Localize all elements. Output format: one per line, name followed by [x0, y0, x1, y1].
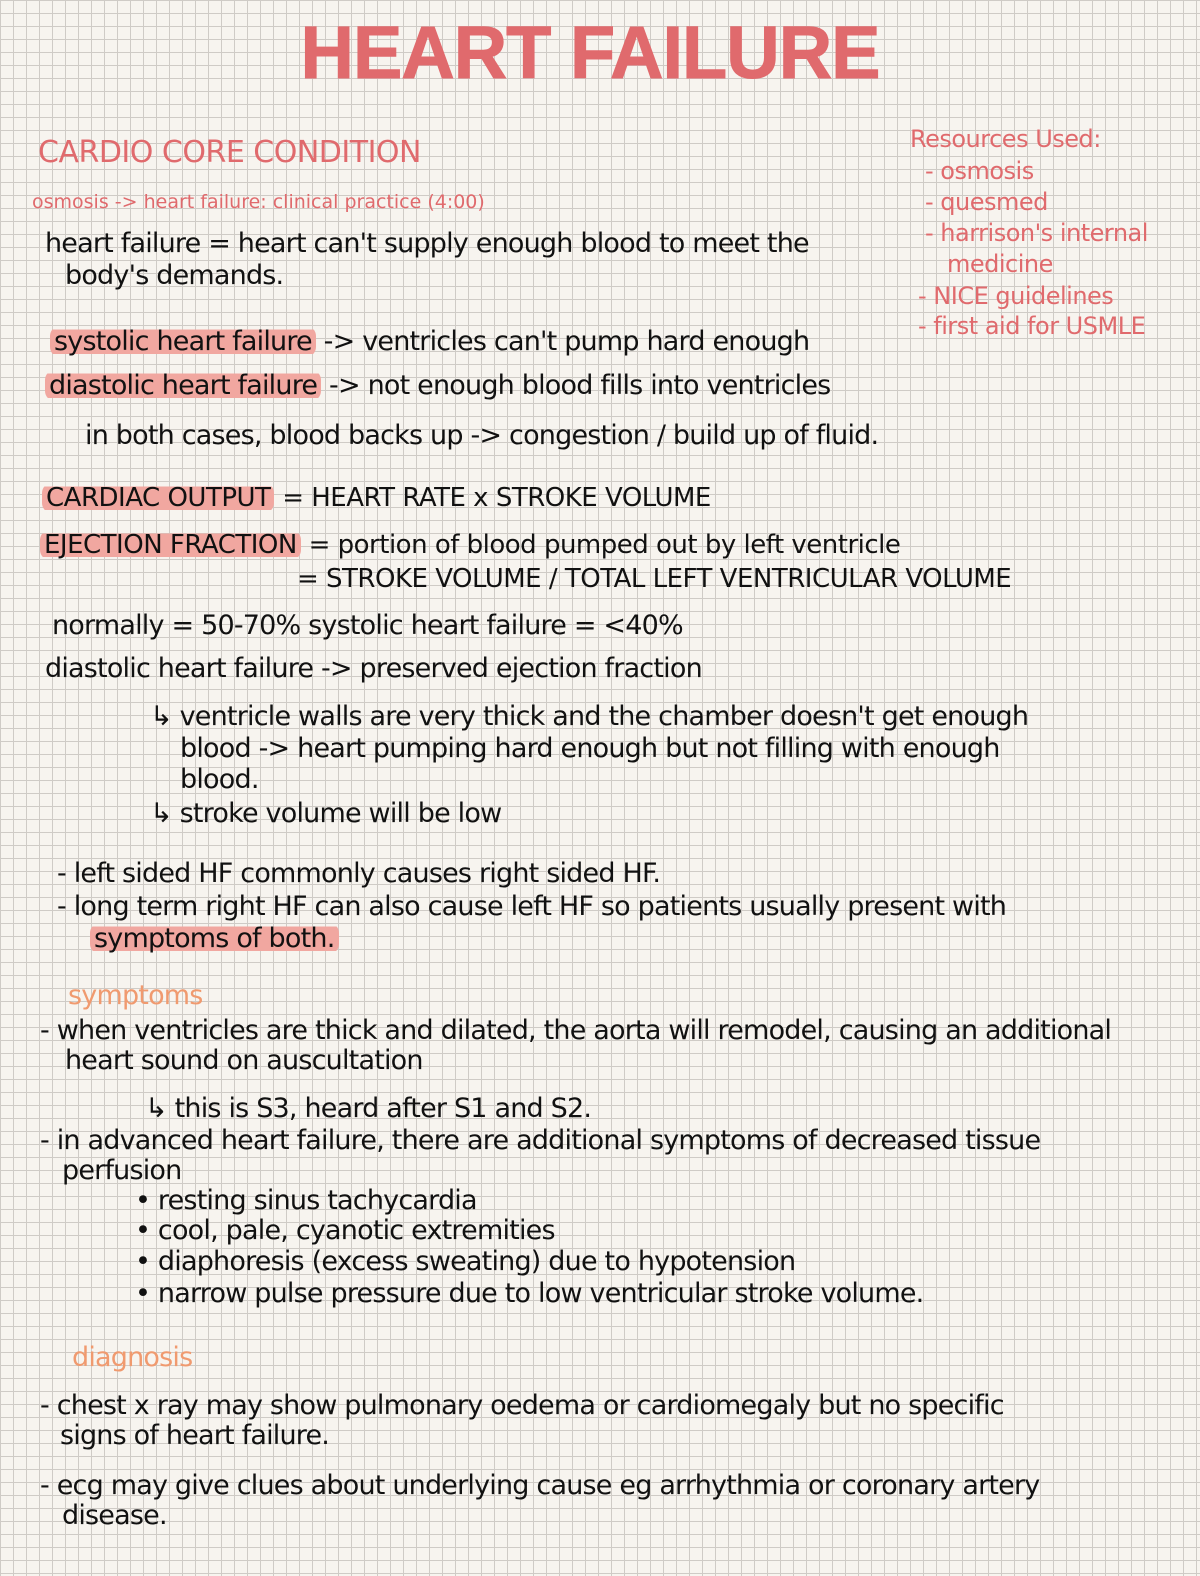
diastolic-line [45, 370, 830, 401]
systolic-text: -> ventricles can't pump hard enough [323, 326, 810, 357]
source-note: osmosis -> heart failure: clinical practice (4:00) [32, 191, 485, 213]
ejection-fraction-term: EJECTION FRACTION [40, 530, 301, 560]
sub-point: blood. [180, 764, 259, 795]
cardiac-output-text: = HEART RATE x STROKE VOLUME [282, 483, 711, 513]
sub-point: ↳ stroke volume will be low [150, 798, 502, 829]
ejection-fraction-formula: = STROKE VOLUME / TOTAL LEFT VENTRICULAR VOLUME [297, 564, 1012, 594]
definition-line: body's demands. [65, 260, 284, 291]
resource-item: - NICE guidelines [918, 282, 1114, 310]
diagnosis-line: signs of heart failure. [60, 1420, 330, 1451]
diastolic-pef-line: diastolic heart failure -> preserved ejection fraction [45, 653, 702, 684]
ejection-fraction-text: = portion of blood pumped out by left ventricle [308, 530, 901, 560]
resource-item: - first aid for USMLE [918, 312, 1146, 340]
symptom-bullet: • resting sinus tachycardia [135, 1185, 477, 1216]
normal-values-line: normally = 50-70% systolic heart failure = <40% [52, 610, 683, 641]
diastolic-text: -> not enough blood fills into ventricles [329, 370, 831, 401]
sided-line-highlight [90, 923, 339, 954]
resource-item: - quesmed [925, 188, 1048, 216]
symptoms-heading: symptoms [68, 980, 203, 1011]
definition-line: heart failure = heart can't supply enough blood to meet the [45, 228, 809, 259]
symptom-line: heart sound on auscultation [65, 1045, 423, 1076]
diastolic-term: diastolic heart failure [45, 370, 321, 401]
page-title: HEART FAILURE [300, 11, 880, 94]
sub-point: blood -> heart pumping hard enough but not filling with enough [180, 733, 1000, 764]
diagnosis-line: - chest x ray may show pulmonary oedema or cardiomegaly but no specific [40, 1390, 1004, 1421]
diagnosis-line: disease. [62, 1500, 167, 1531]
cardiac-output-term: CARDIAC OUTPUT [42, 483, 274, 513]
resource-item: medicine [947, 250, 1053, 278]
resource-item: - harrison's internal [925, 219, 1148, 247]
ejection-fraction-line [40, 530, 900, 560]
symptom-line: ↳ this is S3, heard after S1 and S2. [145, 1093, 592, 1124]
symptoms-of-both: symptoms of both. [90, 923, 339, 954]
systolic-term: systolic heart failure [50, 326, 316, 357]
sided-line: - long term right HF can also cause left HF so patients usually present with [57, 891, 1007, 922]
diagnosis-heading: diagnosis [72, 1342, 193, 1373]
symptom-bullet: • cool, pale, cyanotic extremities [135, 1215, 555, 1246]
cardiac-output-line [42, 483, 711, 513]
symptom-line: - in advanced heart failure, there are additional symptoms of decreased tissue [40, 1125, 1041, 1156]
resources-heading: Resources Used: [910, 125, 1101, 153]
symptom-bullet: • narrow pulse pressure due to low ventricular stroke volume. [135, 1278, 924, 1309]
systolic-line [50, 326, 809, 357]
subtitle: CARDIO CORE CONDITION [38, 135, 421, 170]
symptom-line: - when ventricles are thick and dilated, the aorta will remodel, causing an additional [40, 1015, 1112, 1046]
diagnosis-line: - ecg may give clues about underlying cause eg arrhythmia or coronary artery [40, 1470, 1040, 1501]
sided-line: - left sided HF commonly causes right sided HF. [57, 858, 661, 889]
symptom-line: perfusion [62, 1155, 182, 1186]
both-cases-line: in both cases, blood backs up -> congestion / build up of fluid. [85, 420, 879, 451]
resource-item: - osmosis [925, 157, 1034, 185]
sub-point: ↳ ventricle walls are very thick and the chamber doesn't get enough [150, 701, 1029, 732]
symptom-bullet: • diaphoresis (excess sweating) due to hypotension [135, 1246, 796, 1277]
